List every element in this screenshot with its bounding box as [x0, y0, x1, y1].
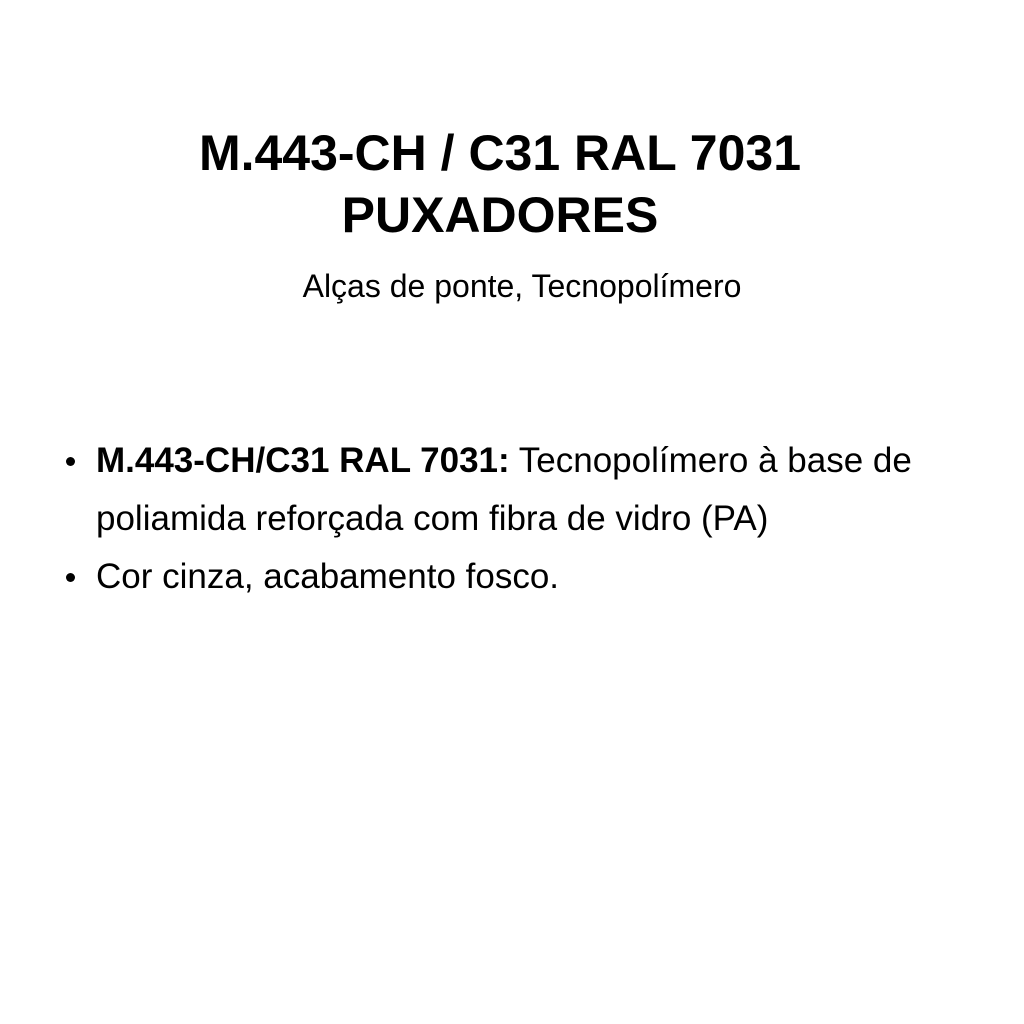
material-label: M.443-CH/C31 RAL 7031:	[96, 441, 510, 480]
page-subtitle: Alças de ponte, Tecnopolímero	[302, 268, 742, 304]
list-item	[62, 432, 1022, 548]
bullet-icon	[66, 457, 75, 466]
bullet-icon	[66, 573, 75, 582]
title-line-1: M.443-CH / C31 RAL 7031	[198, 125, 802, 181]
title-line-2: PUXADORES	[341, 187, 659, 243]
page-title	[0, 122, 1000, 246]
color-description: Cor cinza, acabamento fosco.	[96, 557, 560, 596]
list-item	[62, 548, 1022, 606]
material-description: Tecnopolímero à base de poliamida reforçada com fibra de vidro (PA)	[96, 441, 912, 538]
bullet-list	[62, 432, 1022, 606]
